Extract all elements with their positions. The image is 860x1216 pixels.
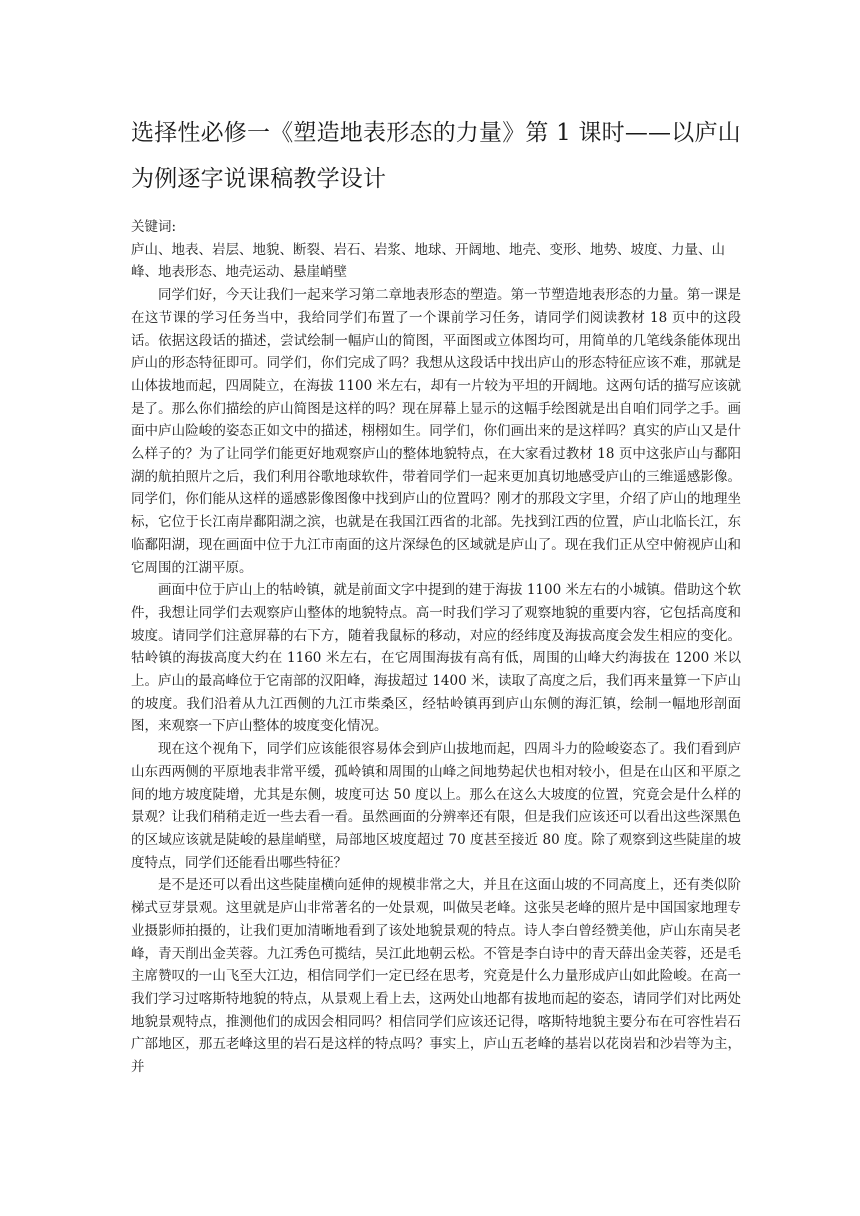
document-page bbox=[131, 110, 741, 1079]
paragraph-3: 现在这个视角下，同学们应该能很容易体会到庐山拔地而起，四周斗力的险峻姿态了。我们看到庐山东西两侧的平原地表非常平缓，孤岭镇和周围的山峰之间地势起伏也相对较小，但是在山区和平原之间的地方坡度陡增，尤其是东侧，坡度可达 50 度以上。那么在这么大坡度的位置，究竟会是什么样的景观？让我们稍稍走近一些去看一看。虽然画面的分辨率还有限，但是我们应该还可以看出这些深黑色的区域应该就是陡峻的悬崖峭壁，局部地区坡度超过 70 度甚至接近 80 度。除了观察到这些陡崖的坡度特点，同学们还能看出哪些特征？ bbox=[131, 741, 741, 871]
keywords-list: 庐山、地表、岩层、地貌、断裂、岩石、岩浆、地球、开阔地、地壳、变形、地势、坡度、力量、山峰、地表形态、地壳运动、悬崖峭壁 bbox=[131, 241, 725, 281]
paragraph-2: 画面中位于庐山上的牯岭镇，就是前面文字中提到的建于海拔 1100 米左右的小城镇。借助这个软件，我想让同学们去观察庐山整体的地貌特点。高一时我们学习了观察地貌的重要内容，它包括高度和坡度。请同学们注意屏幕的右下方，随着我鼠标的移动，对应的经纬度及海拔高度会发生相应的变化。牯岭镇的海拔高度大约在 1160 米左右，在它周围海拔有高有低，周围的山峰大约海拔在 1200 米以上。庐山的最高峰位于它南部的汉阳峰，海拔超过 1400 米，读取了高度之后，我们再来量算一下庐山的坡度。我们沿着从九江西侧的九江市柴桑区，经牯岭镇再到庐山东侧的海汇镇，绘制一幅地形剖面图，来观察一下庐山整体的坡度变化情况。 bbox=[131, 582, 741, 735]
keywords-label: 关键词: bbox=[131, 219, 177, 235]
paragraph-4: 是不是还可以看出这些陡崖横向延伸的规模非常之大，并且在这面山坡的不同高度上，还有类似阶梯式豆芽景观。这里就是庐山非常著名的一处景观，叫做吴老峰。这张吴老峰的照片是中国国家地理专业摄影师拍摄的，让我们更加清晰地看到了该处地貌景观的特点。诗人李白曾经赞美他，庐山东南吴老峰，青天削出金芙蓉。九江秀色可揽结，吴江此地朝云松。不管是李白诗中的青天薛出金芙蓉，还是毛主席赞叹的一山飞至大江边，相信同学们一定已经在思考，究竟是什么力量形成庐山如此险峻。在高一我们学习过喀斯特地貌的特点，从景观上看上去，这两处山地都有拔地而起的姿态，请同学们对比两处地貌景观特点，推测他们的成因会相同吗？相信同学们应该还记得，喀斯特地貌主要分布在可容性岩石广部地区，那五老峰这里的岩石是这样的特点吗？事实上，庐山五老峰的基岩以花岗岩和沙岩等为主，并 bbox=[131, 877, 741, 1076]
document-title: 选择性必修一《塑造地表形态的力量》第 1 课时——以庐山为例逐字说课稿教学设计 bbox=[131, 120, 741, 192]
paragraph-1: 同学们好，今天让我们一起来学习第二章地表形态的塑造。第一节塑造地表形态的力量。第一课是在这节课的学习任务当中，我给同学们布置了一个课前学习任务，请同学们阅读教材 18 页中的这段话。依据这段话的描述，尝试绘制一幅庐山的简图，平面图或立体图均可，用简单的几笔线条能体现出庐山的形态特征即可。同学们，你们完成了吗？我想从这段话中找出庐山的形态特征应该不难，那就是山体拔地而起，四周陡立，在海拔 1100 米左右，却有一片较为平坦的开阔地。这两句话的描写应该就是了。那么你们描绘的庐山简图是这样的吗？现在屏幕上显示的这幅手绘图就是出自咱们同学之手。画面中庐山险峻的姿态正如文中的描述，栩栩如生。同学们，你们画出来的是这样吗？真实的庐山又是什么样子的？为了让同学们能更好地观察庐山的整体地貌特点，在大家看过教材 18 页中这张庐山与鄱阳湖的航拍照片之后，我们利用谷歌地球软件，带着同学们一起来更加真切地感受庐山的三维遥感影像。同学们，你们能从这样的遥感影像图像中找到庐山的位置吗？刚才的那段文字里，介绍了庐山的地理坐标，它位于长江南岸鄱阳湖之滨，也就是在我国江西省的北部。先找到江西的位置，庐山北临长江，东临鄱阳湖，现在画面中位于九江市南面的这片深绿色的区域就是庐山了。现在我们正从空中俯视庐山和它周围的江湖平原。 bbox=[131, 287, 741, 576]
